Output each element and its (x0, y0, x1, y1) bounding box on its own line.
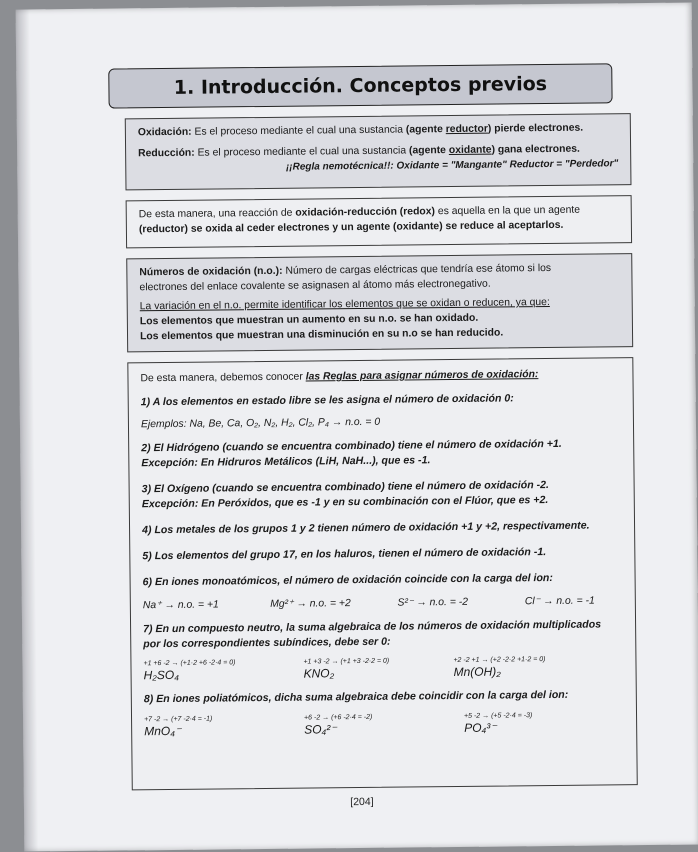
page-spine-shadow (16, 9, 39, 851)
reduction-definition: Reducción: Es el proceso mediante el cual una sustancia (agente oxidante) gana electrones. (138, 143, 580, 160)
calc-label: +5 -2 → (+5 -2·4 = -3) (463, 712, 533, 720)
on-variation: La variación en el n.o. permite identificar los elementos que se oxidan o reducen, ya que: (139, 296, 550, 313)
ion-example: Na⁺ → n.o. = +1 (142, 599, 219, 612)
rules-intro: De esta manera, debemos conocer las Reglas para asignar números de oxidación: (140, 369, 539, 385)
rule-3: 3) El Oxígeno (cuando se encuentra combinado) tiene el número de oxidación -2. (141, 479, 550, 496)
rule-5: 5) Los elementos del grupo 17, en los haluros, tienen el número de oxidación -1. (142, 546, 547, 563)
redox-line-2: (reductor) se oxida al ceder electrones y un agente (oxidante) se reduce al aceptarlos. (138, 219, 564, 236)
calc-label: +1 +6 -2 → (+1·2 +6 -2·4 = 0) (143, 659, 236, 668)
ion-example: Mg²⁺ → n.o. = +2 (270, 598, 351, 610)
on-definition-2: electrones del enlace covalente se asignasen al átomo más electronegativo. (139, 278, 491, 294)
formula: H₂SO₄ (143, 667, 180, 683)
formula: PO₄³⁻ (464, 720, 497, 735)
oxidation-numbers-box (126, 253, 633, 352)
rule-2: 2) El Hidrógeno (cuando se encuentra combinado) tiene el número de oxidación +1. (141, 437, 562, 455)
rule-1: 1) A los elementos en estado libre se les asigna el número de oxidación 0: (140, 392, 514, 409)
rule-6: 6) En iones monoatómicos, el número de oxidación coincide con la carga del ion: (142, 571, 553, 589)
formula: SO₄²⁻ (304, 722, 337, 737)
ion-example: S²⁻ → n.o. = -2 (397, 596, 469, 609)
calc-label: +7 -2 → (+7 -2·4 = -1) (144, 715, 213, 724)
section-title: 1. Introducción. Conceptos previos (173, 73, 548, 99)
rule-1-example: Ejemplos: Na, Be, Ca, O₂, N₂, H₂, Cl₂, P₄ → n.o. = 0 (140, 416, 381, 431)
formula: Mn(OH)₂ (453, 664, 501, 680)
rules-box (127, 357, 637, 790)
calc-label: +6 -2 → (+6 -2·4 = -2) (304, 713, 373, 722)
rule-7-line-2: por los correspondientes subíndices, debe ser 0: (143, 635, 391, 651)
oxidation-definition: Oxidación: Es el proceso mediante el cual una sustancia (agente reductor) pierde electrones. (137, 122, 584, 139)
rule-4: 4) Los metales de los grupos 1 y 2 tienen número de oxidación +1 y +2, respectivamente. (142, 519, 590, 537)
on-definition-1: Números de oxidación (n.o.): Número de cargas eléctricas que tendría ese átomo si los (139, 262, 552, 279)
rule-7-line-1: 7) En un compuesto neutro, la suma algebraica de los números de oxidación multiplicados (143, 618, 602, 636)
calc-label: +2 -2 +1 → (+2 -2·2 +1·2 = 0) (453, 656, 546, 665)
on-increase: Los elementos que muestran un aumento en su n.o. se han oxidado. (139, 312, 479, 328)
calc-label: +1 +3 -2 → (+1 +3 -2·2 = 0) (303, 657, 390, 666)
rule-6-examples (143, 594, 623, 611)
redox-box (126, 195, 632, 248)
book-page (16, 2, 698, 851)
section-title-box (108, 63, 612, 108)
page-number: [204] (350, 795, 374, 809)
redox-line-1: De esta manera, una reacción de oxidación-reducción (redox) es aquella en la que un agente (138, 204, 581, 221)
on-decrease: Los elementos que muestran una disminución en su n.o se han reducido. (139, 327, 504, 343)
rule-8: 8) En iones poliatómicos, dicha suma algebraica debe coincidir con la carga del ion: (143, 688, 569, 706)
ion-example: Cl⁻ → n.o. = -1 (524, 595, 595, 608)
rule-3-exception: Excepción: En Peróxidos, que es -1 y en su combinación con el Flúor, que es +2. (141, 494, 549, 511)
formula: KNO₂ (303, 666, 335, 681)
rule-2-exception: Excepción: En Hidruros Metálicos (LiH, NaH...), que es -1. (141, 454, 431, 470)
mnemonic-rule: ¡¡Regla nemotécnica!!: Oxidante = "Mangante" Reductor = "Perdedor" (285, 158, 619, 173)
definitions-box (125, 113, 632, 190)
formula: MnO₄⁻ (144, 723, 182, 739)
